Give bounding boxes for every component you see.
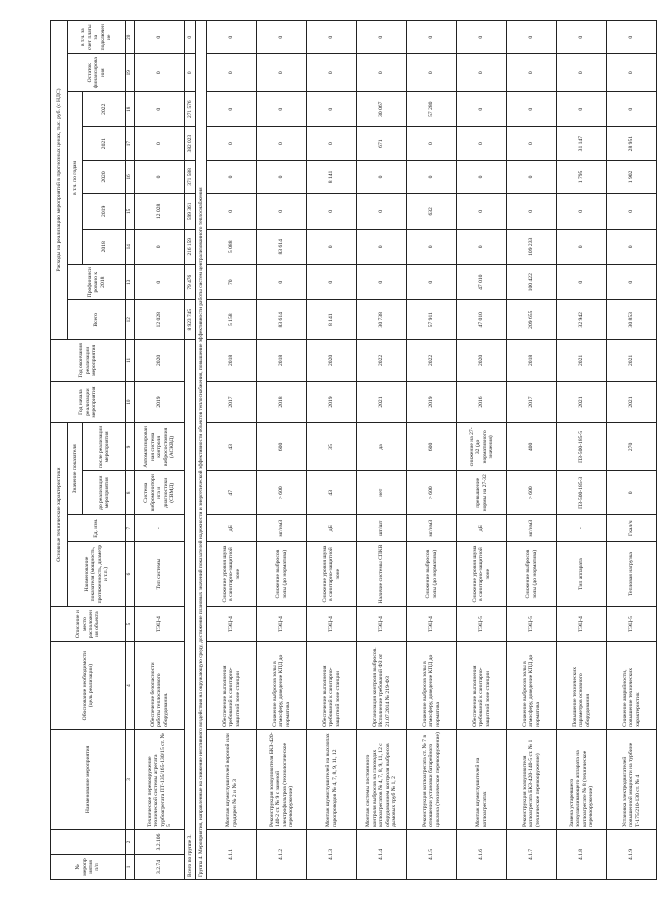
row-year-end: 2020 [135,340,185,382]
col-number: 16 [126,160,135,193]
header-2022: 2022 [83,92,126,127]
row-justification: Снижение выбросов золы в атмосферу, доведение КПД до норматива [507,642,557,730]
group3-prev: 79 476 [185,265,196,300]
row-unit: мг/нм3 [257,515,307,542]
row-2021: 0 [257,127,307,160]
row-total: 209 655 [507,300,557,340]
col-number: 7 [126,515,135,542]
row-2019: 0 [507,194,557,229]
header-by-years: в т.ч. по годам [68,92,83,265]
row-justification: Снижение аварийности, повышение технических характеристик [607,642,657,730]
row-total: 30 738 [357,300,407,340]
row-before: нет [357,471,407,515]
row-name: Монтаж шумоглушителей на выхлопах паропроводов № 4, 7, 8, 9, 11, 12 [307,729,357,829]
row-after: снижение на 27-32 (до нормативного значения) [457,423,507,471]
header-unit: Ед. изм. [68,515,126,542]
header-2019: 2019 [83,194,126,229]
table-row [607,21,657,880]
row-justification: Обеспечение выполнения требований к санитарно-защитной зоне станции [307,642,357,730]
row-after: 270 [607,423,657,471]
col-number: 19 [126,54,135,92]
row-2022: 0 [457,92,507,127]
header-before: до реализации мероприятия [83,471,126,515]
row-name: Монтаж шумоглушителей вороной или градирен № 2 и № 3 [207,729,257,829]
header-remaining: Остаток финансирования [68,54,126,92]
row-unit: мг/нм3 [507,515,557,542]
row-2021: 0 [507,127,557,160]
row-remaining: 0 [357,54,407,92]
row-location: ТЭЦ-5 [507,606,557,641]
row-location: ТЭЦ-4 [207,606,257,641]
row-name: Установка электродвигателей повышенной мощности на турбине Т-175/210-130 ст. № 4 [607,729,657,829]
row-2019: 12 028 [135,194,185,229]
col-number: 11 [126,340,135,382]
row-remaining: 0 [135,54,185,92]
group3-2019: 599 361 [185,194,196,229]
row-2021: 0 [307,127,357,160]
row-name: Реконструкция золоуловителя БКЗ-420-140-2 ст. № 9 с заменой электрофильтров (технологическое перевооружение) [257,729,307,829]
col-number: 1 [126,854,135,879]
row-after: 600 [407,423,457,471]
row-total: 30 853 [607,300,657,340]
row-before: > 600 [407,471,457,515]
group3-total-sum: 8 923 745 [185,300,196,340]
header-total: Всего [68,300,126,340]
group3-fee: 0 [185,21,196,54]
row-remaining: 0 [457,54,507,92]
row-2021: 0 [457,127,507,160]
row-year-end: 2018 [207,340,257,382]
row-indicator: Тепловая нагрузка [607,542,657,607]
row-remaining: 0 [407,54,457,92]
group3-2020: 371 588 [185,160,196,193]
row-fee: 0 [357,21,407,54]
table-row [457,21,507,880]
col-number: 9 [126,423,135,471]
row-prev: 0 [257,265,307,300]
row-2018: 0 [457,229,507,264]
row-2020: 0 [135,160,185,193]
col-number: 14 [126,229,135,264]
table-row [507,21,557,880]
row-name: Монтаж системы постоянного контроля выбросов на газоходах котлоагрегатов № 4, 7, 8, 9, 11, 12 с оборудованием контроля выбросов дымовых труб № 1, 2 [357,729,407,829]
row-unit: мг/нм3 [407,515,457,542]
row-2020: 0 [507,160,557,193]
row-indicator: Тип системы [135,542,185,607]
table-row [307,21,357,880]
header-2018: 2018 [83,229,126,264]
group4-title: Группа 4. Мероприятия, направленные на снижение негативного воздействия на окружающую среду, достижение плановых значений показателей надежности и энергетической эффективности объектов теплоснабжения, повышение эффективности работы систем централизованного теплоснабжения [196,21,207,880]
group3-2018: 216 159 [185,229,196,264]
table-row [557,21,607,880]
row-fee: 0 [257,21,307,54]
row-indicator: Снижение уровня шума в санитарно-защитной зоне [307,542,357,607]
row-unit: дБ [207,515,257,542]
row-prev: 47 010 [457,265,507,300]
header-expenses: Расходы на реализацию мероприятий в прогнозных ценах, тыс. руб. (с НДС) [51,21,68,340]
row-2020: 8 141 [307,160,357,193]
row-name: Реконструкция золоуловителя котлоагрегата БКЗ-420-140-5 ст. № 1 (техническое перевооружение) [507,729,557,829]
row-justification: Обеспечение безопасности работы теплосилового оборудования. [135,642,185,730]
row-2021: 28 951 [607,127,657,160]
row-2020: 0 [457,160,507,193]
row-2019: 0 [607,194,657,229]
row-after: ПЗ-500-185-5 [557,423,607,471]
row-2021: 671 [357,127,407,160]
row-year-end: 2021 [557,340,607,382]
row-justification: Обеспечение выполнения требований к санитарно-защитной зоне станции [457,642,507,730]
col-number: 2 [126,829,135,854]
row-before: > 600 [257,471,307,515]
row-year-start: 2017 [207,381,257,423]
row-2019: 0 [457,194,507,229]
row-sub-num: 3.2.106 [135,829,185,854]
col-number: 20 [126,21,135,54]
row-year-end: 2018 [257,340,307,382]
row-2018: 0 [357,229,407,264]
row-2018: 0 [135,229,185,264]
table-row [207,21,257,880]
row-name: Реконструкция котлоагрегата ст. № 7 в отношении установки батарейного циклона (техническое перевооружение) [407,729,457,829]
col-number: 17 [126,127,135,160]
row-total: 32 942 [557,300,607,340]
row-justification: Повышение технических параметров основного оборудования [557,642,607,730]
row-before: ПЗ-500-185-3 [557,471,607,515]
row-indicator: Тип аппарата [557,542,607,607]
row-2019: 0 [307,194,357,229]
header-2021: 2021 [83,127,126,160]
row-location: ТЭЦ-4 [307,606,357,641]
row-after: да [357,423,407,471]
row-2018: 0 [607,229,657,264]
header-indicator-name: Наименование показателя (мощность, протяженность, диаметр и т.п.) [68,542,126,607]
row-2022: 0 [257,92,307,127]
row-num: 4.1.6 [457,829,507,879]
row-remaining: 0 [207,54,257,92]
row-name: Замена устаревшего золоулавливающего аппарата на котлоагрегате № 8 (техническое перевооружение) [557,729,607,829]
row-num: 4.1.3 [307,829,357,879]
investment-program-table [50,20,657,880]
row-num: 4.1.7 [507,829,557,879]
row-justification: Обеспечение выполнения требований к санитарно-защитной зоне станции [207,642,257,730]
row-2020: 0 [207,160,257,193]
row-year-start: 2019 [407,381,457,423]
row-2019: 0 [207,194,257,229]
row-fee: 0 [135,21,185,54]
col-number: 18 [126,92,135,127]
row-fee: 0 [507,21,557,54]
row-2021: 0 [407,127,457,160]
header-fee: в т.ч. за счет платы за подключение [68,21,126,54]
row-before: 0 [607,471,657,515]
row-2020: 1 902 [607,160,657,193]
row-unit: - [557,515,607,542]
row-2020: 1 795 [557,160,607,193]
row-2020: 0 [357,160,407,193]
row-num: 4.1.1 [207,829,257,879]
row-2022: 0 [557,92,607,127]
row-total: 57 911 [407,300,457,340]
header-tech-main: Основные технические характеристики [51,423,68,606]
col-number: 3 [126,729,135,829]
row-2022: 0 [607,92,657,127]
row-prev: 0 [557,265,607,300]
header-num: № мероприятия п/п [51,854,126,879]
row-after: 600 [257,423,307,471]
row-2022: 30 067 [357,92,407,127]
row-fee: 0 [207,21,257,54]
row-location: ТЭЦ-5 [607,606,657,641]
row-location: ТЭЦ-4 [407,606,457,641]
row-2022: 0 [207,92,257,127]
row-justification: Снижение выбросов золы в атмосферу, доведение КПД до норматива [407,642,457,730]
group3-total-label: Всего по группе 3. [185,340,196,880]
row-2019: 0 [557,194,607,229]
group3-remaining: 0 [185,54,196,92]
row-2021: 0 [207,127,257,160]
col-number: 5 [126,606,135,641]
row-num: 3.2.74 [135,854,185,879]
row-before: 43 [307,471,357,515]
row-year-end: 2022 [357,340,407,382]
row-location: ТЭЦ-4 [135,606,185,641]
col-number: 6 [126,542,135,607]
row-unit: - [135,515,185,542]
row-remaining: 0 [307,54,357,92]
row-location: ТЭЦ-4 [257,606,307,641]
row-fee: 0 [607,21,657,54]
group3-total-row [185,21,196,880]
table-row [357,21,407,880]
row-2020: 0 [407,160,457,193]
row-indicator: Снижение выбросов золы (до норматива) [257,542,307,607]
row-unit: Гкал/ч [607,515,657,542]
row-indicator: Наличие системы СПКВ [357,542,407,607]
row-indicator: Снижение выбросов золы (до норматива) [507,542,557,607]
row-year-end: 2021 [607,340,657,382]
row-2022: 0 [135,92,185,127]
col-number: 12 [126,300,135,340]
row-2019: 0 [357,194,407,229]
row-fee: 0 [407,21,457,54]
row-prev: 0 [357,265,407,300]
row-2018: 109 233 [507,229,557,264]
header-financed-before: Профинансировано к 2018 [68,265,126,300]
row-location: ТЭЦ-4 [557,606,607,641]
row-unit: дБ [457,515,507,542]
row-total: 5 158 [207,300,257,340]
row-year-end: 2022 [407,340,457,382]
row-2019: 632 [407,194,457,229]
row-remaining: 0 [257,54,307,92]
row-2018: 5 088 [207,229,257,264]
row-2022: 57 280 [407,92,457,127]
row-year-start: 2017 [507,381,557,423]
row-before: Система вибромониторинга и диагностики (СВМД) [135,471,185,515]
row-year-start: 2019 [307,381,357,423]
row-location: ТЭЦ-4 [357,606,407,641]
row-after: 43 [207,423,257,471]
row-prev: 0 [607,265,657,300]
row-before: превышение нормы на 27-32 [457,471,507,515]
row-before: > 600 [507,471,557,515]
row-name: Монтаж шумоглушителей на котлоагрегатах [457,729,507,829]
row-num: 4.1.8 [557,829,607,879]
header-name: Наименование мероприятия [51,729,126,829]
row-year-end: 2020 [307,340,357,382]
col-number: 15 [126,194,135,229]
row-fee: 0 [307,21,357,54]
row-name: Техническое перевооружение технической системы агрегата турбоагрегата ПТ-135/165-130/15 ст. № 5 [135,729,185,829]
row-2020: 0 [257,160,307,193]
row-prev: 70 [207,265,257,300]
column-numbers-row [126,21,135,880]
header-year-start: Год начала реализации мероприятия [51,381,126,423]
row-total: 83 614 [257,300,307,340]
row-justification: Организация контроля выбросов. Исполнение требований ФЗ от 21.07.2014 № 219-ФЗ [357,642,407,730]
row-2019: 0 [257,194,307,229]
row-year-start: 2018 [257,381,307,423]
row-2021: 0 [135,127,185,160]
row-2021: 31 147 [557,127,607,160]
row-remaining: 0 [507,54,557,92]
row-unit: дБ [307,515,357,542]
row-prev: 0 [135,265,185,300]
row-indicator: Снижение выбросов золы (до норматива) [407,542,457,607]
row-num: 4.1.4 [357,829,407,879]
row-num: 4.1.9 [607,829,657,879]
row-justification: Снижение выбросов золы в атмосферу, доведение КПД до норматива [257,642,307,730]
row-year-start: 2021 [357,381,407,423]
row-num: 4.1.5 [407,829,457,879]
row-num: 4.1.2 [257,829,307,879]
row-total: 8 141 [307,300,357,340]
header-num-sub [51,829,126,854]
row-total: 12 028 [135,300,185,340]
row-year-start: 2019 [135,381,185,423]
table-row [407,21,457,880]
col-number: 8 [126,471,135,515]
row-after: Автоматизированная система контроля вибросостояния (АСКВД) [135,423,185,471]
row-2018: 0 [557,229,607,264]
row-remaining: 0 [607,54,657,92]
row-2018: 0 [307,229,357,264]
row-remaining: 0 [557,54,607,92]
header-after: после реализации мероприятия [83,423,126,471]
header-justification: Обоснование необходимости (цель реализации) [51,642,126,730]
row-prev: 0 [307,265,357,300]
header-year-end: Год окончания реализации мероприятия [51,340,126,382]
rotated-document-page [50,20,641,880]
header-indicator-value: Значение показателя [68,423,83,515]
row-indicator: Снижение уровня шума в санитарно-защитной зоне [457,542,507,607]
row-after: 400 [507,423,557,471]
row-2022: 0 [507,92,557,127]
row-fee: 0 [557,21,607,54]
row-year-start: 2021 [557,381,607,423]
row-year-end: 2020 [457,340,507,382]
group3-2022: 271 576 [185,92,196,127]
row-2018: 83 614 [257,229,307,264]
row-fee: 0 [457,21,507,54]
row-year-start: 2016 [457,381,507,423]
table-row [257,21,307,880]
row-year-start: 2021 [607,381,657,423]
group3-2021: 382 023 [185,127,196,160]
group4-title-row [196,21,207,880]
col-number: 10 [126,381,135,423]
row-prev: 0 [407,265,457,300]
row-year-end: 2018 [507,340,557,382]
row-before: 47 [207,471,257,515]
header-2020: 2020 [83,160,126,193]
row-unit: шт/шт [357,515,407,542]
row-prev: 100 422 [507,265,557,300]
table-row [135,21,185,880]
row-after: 35 [307,423,357,471]
col-number: 4 [126,642,135,730]
row-2022: 0 [307,92,357,127]
header-description: Описание и место расположения объекта [51,606,126,641]
row-indicator: Снижение уровня шума в санитарно-защитной зоне [207,542,257,607]
row-2018: 0 [407,229,457,264]
row-total: 47 010 [457,300,507,340]
col-number: 13 [126,265,135,300]
row-location: ТЭЦ-5 [457,606,507,641]
